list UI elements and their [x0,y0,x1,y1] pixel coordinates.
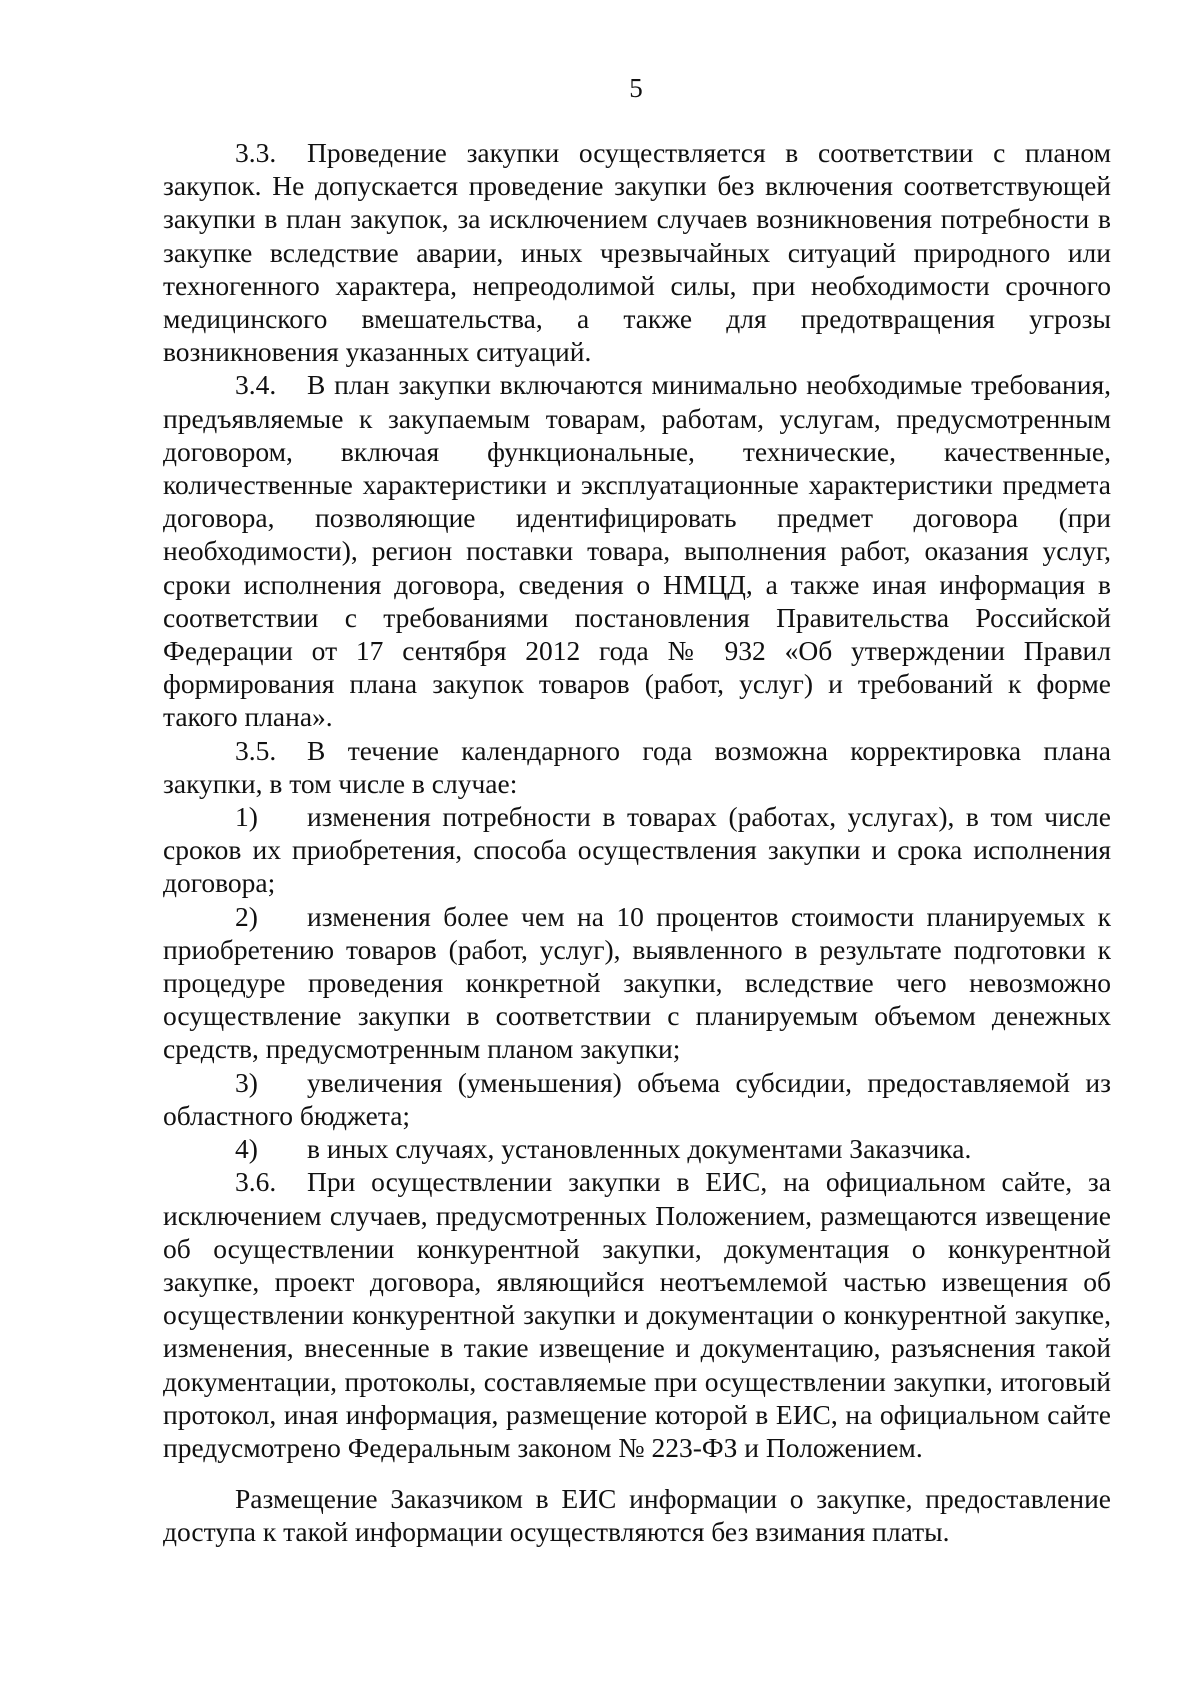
section-number: 3.3. [235,137,277,168]
section-number: 3.6. [235,1166,277,1198]
section-text: При осуществлении закупки в ЕИС, на официальном сайте, за исключением случаев, предусмотренных Положением, размещаются извещение об осуществлении конкурентной закупки, документация о конкурентной закупке, проект договора, являющийся неотъемлемой частью извещения об осуществлении конкурентной закупки и документации о конкурентной закупке, изменения, внесенные в такие извещение и документацию, разъяснения такой документации, протоколы, составляемые при осуществлении закупки, итоговый протокол, иная информация, размещение которой в ЕИС, на официальном сайте предусмотрено Федеральным законом № 223-ФЗ и Положением. [163,1166,1111,1463]
list-item-4 [163,1132,1111,1165]
list-item-2 [163,900,1111,1066]
list-item-number: 4) [235,1133,258,1165]
list-item-number: 2) [235,900,258,932]
list-item-text: увеличения (уменьшения) объема субсидии, предоставляемой из областного бюджета; [163,1066,1111,1131]
section-3-3 [163,136,1111,368]
list-item-3 [163,1066,1111,1132]
section-text: Проведение закупки осуществляется в соответствии с планом закупок. Не допускается проведение закупки без включения соответствующей закупки в план закупок, за исключением случаев возникновения потребности в закупке вследствие аварии, иных чрезвычайных ситуаций природного или техногенного характера, непреодолимой силы, при необходимости срочного медицинского вмешательства, а также для предотвращения угрозы возникновения указанных ситуаций. [163,137,1111,368]
section-3-6 [163,1165,1111,1464]
list-item-text: в иных случаях, установленных документами Заказчика. [307,1133,972,1165]
section-3-5 [163,734,1111,800]
list-item-number: 1) [235,801,258,833]
page-number: 5 [629,73,643,103]
document-body [163,136,1111,1549]
list-item-text: изменения более чем на 10 процентов стоимости планируемых к приобретению товаров (работ, услуг), выявленного в результате подготовки к процедуре проведения конкретной закупки, вследствие чего невозможно осуществление закупки в соответствии с планируемым объемом денежных средств, предусмотренным планом закупки; [163,900,1111,1065]
section-3-4 [163,368,1111,733]
final-paragraph: Размещение Заказчиком в ЕИС информации о закупке, предоставление доступа к такой информации осуществляются без взимания платы. [163,1483,1111,1548]
section-number: 3.4. [235,369,277,401]
section-text: В течение календарного года возможна корректировка плана закупки, в том числе в случае: [163,734,1111,799]
section-number: 3.5. [235,734,277,766]
list-item-text: изменения потребности в товарах (работах, услугах), в том числе сроков их приобретения, способа осуществления закупки и срока исполнения договора; [163,801,1111,899]
section-text: В план закупки включаются минимально необходимые требования, предъявляемые к закупаемым товарам, работам, услугам, предусмотренным договором, включая функциональные, технические, качественные, количественные характеристики и эксплуатационные характеристики предмета договора, позволяющие идентифицировать предмет договора (при необходимости), регион поставки товара, выполнения работ, оказания услуг, сроки исполнения договора, сведения о НМЦД, а также иная информация в соответствии с требованиями постановления Правительства Российской Федерации от 17 сентября 2012 года № 932 «Об утверждении Правил формирования плана закупок товаров (работ, услуг) и требований к форме такого плана». [163,369,1111,733]
list-item-1 [163,800,1111,900]
list-item-number: 3) [235,1066,258,1098]
